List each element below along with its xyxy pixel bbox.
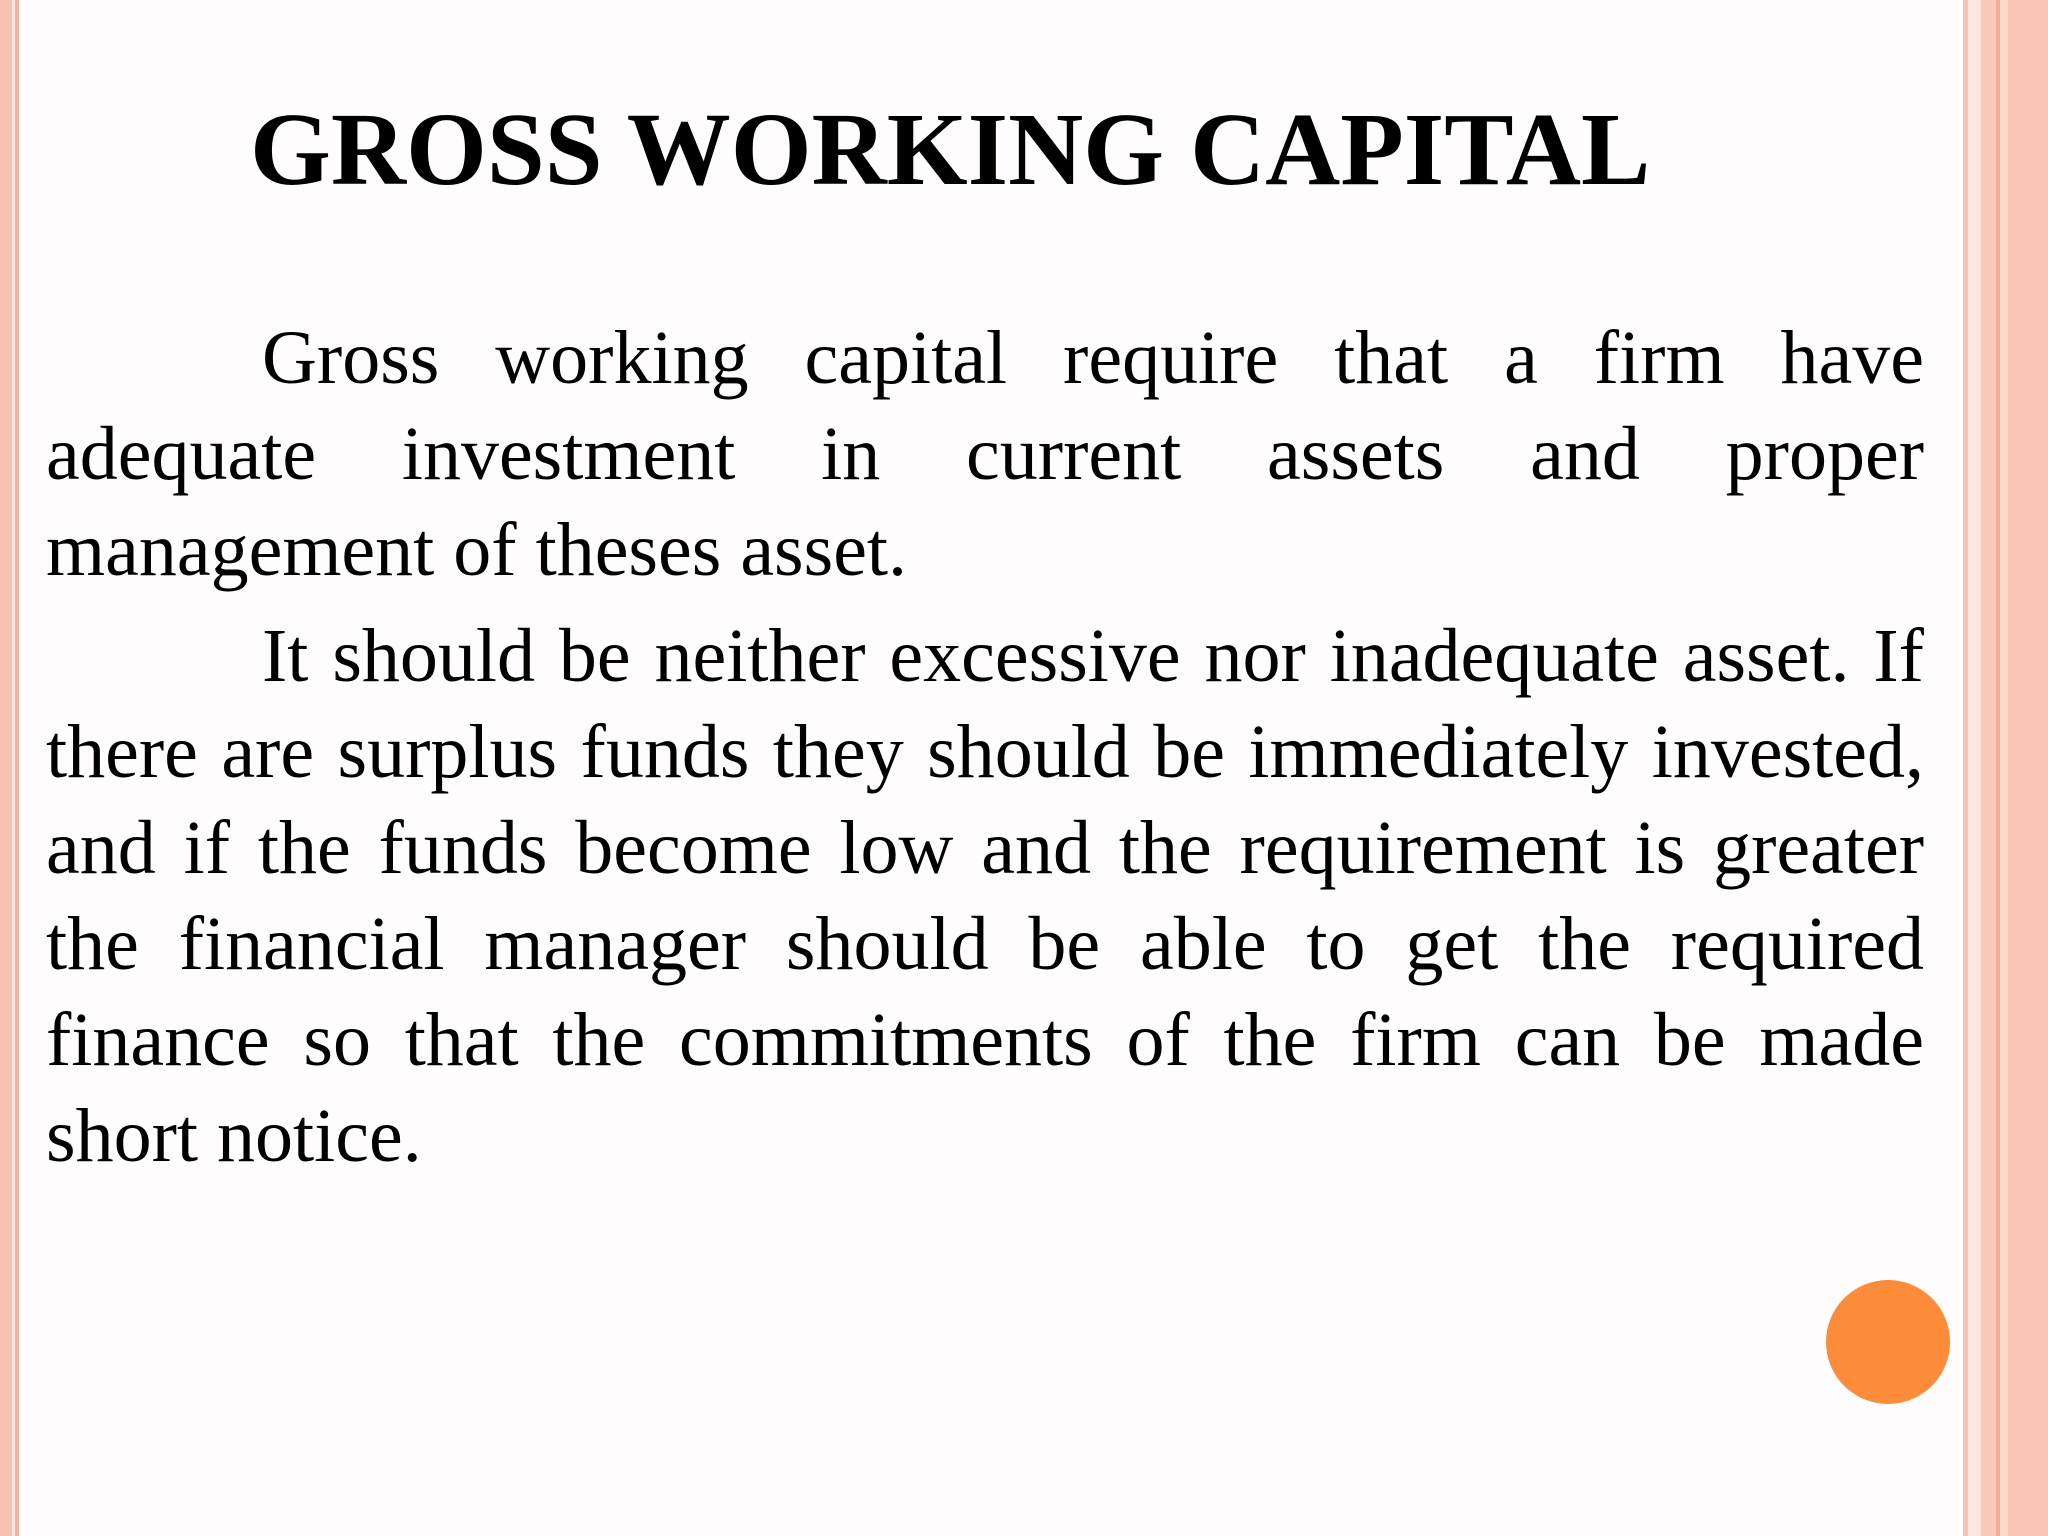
body-paragraph: It should be neither excessive nor inadequate asset. If there are surplus funds they should be immediately invested, and if the funds become low and the requirement is greater the financial manager should be able to get the required finance so that the commitments of the firm can be made short notice. bbox=[46, 614, 1924, 1178]
body-paragraph: Gross working capital require that a firm have adequate investment in current assets and proper management of theses asset. bbox=[46, 316, 1924, 592]
left-border-stripe bbox=[15, 0, 19, 1536]
right-border-stripe bbox=[1968, 0, 1981, 1536]
decorative-circle-icon bbox=[1826, 1280, 1950, 1404]
right-border-stripe bbox=[2000, 0, 2008, 1536]
slide-title: GROSS WORKING CAPITAL bbox=[250, 92, 1651, 207]
left-border-stripe bbox=[0, 0, 12, 1536]
right-border-stripe bbox=[1981, 0, 1996, 1536]
slide-body bbox=[46, 310, 1924, 1194]
right-border-stripe bbox=[2008, 0, 2048, 1536]
